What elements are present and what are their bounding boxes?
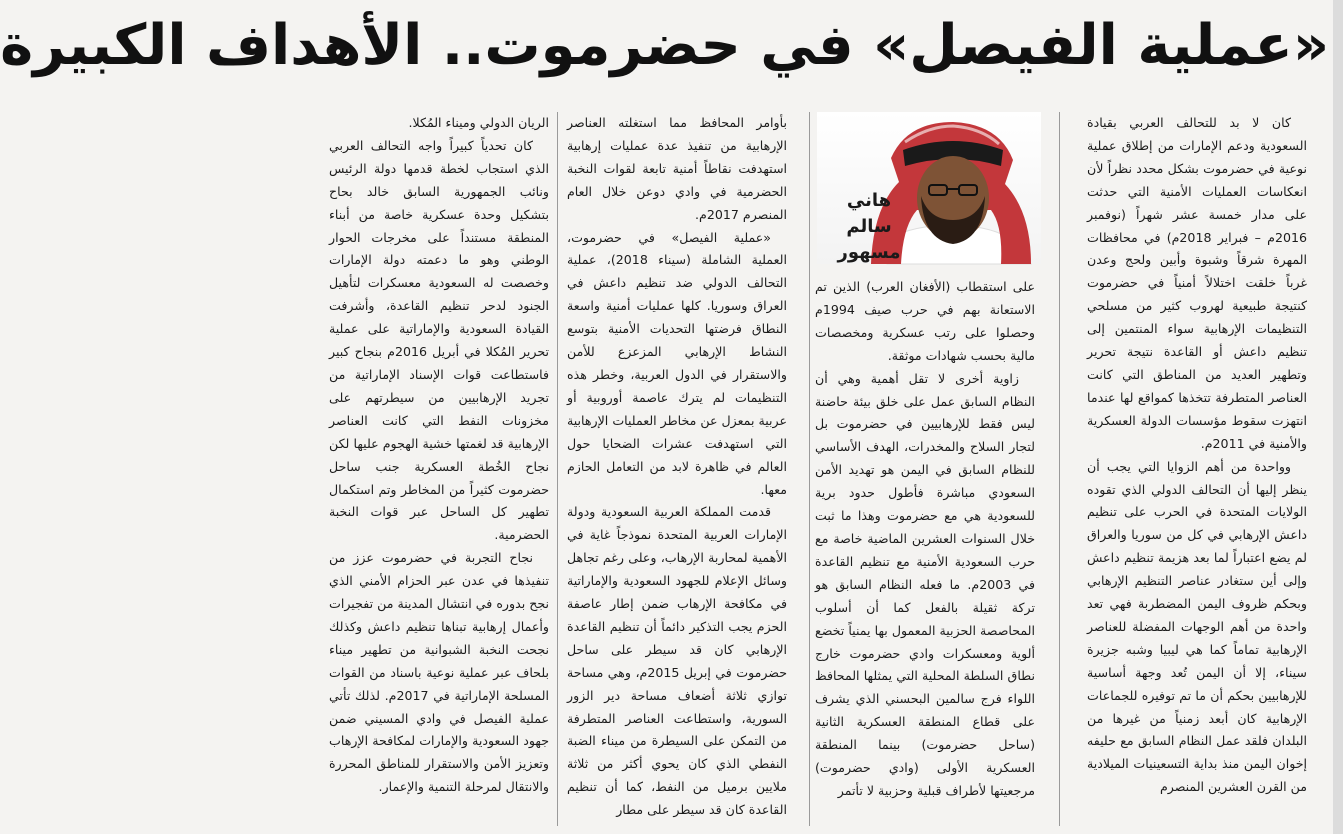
paragraph: «عملية الفيصل» في حضرموت، العملية الشاملة (سيناء 2018)، عملية التحالف الدولي ضد تنظيم داعش في العراق وسوريا. كلها عمليات أمنية واسعة النطاق فرضتها التحديات الأمنية بتوسع النشاط الإرهابي المزعزع للأمن والاستقرار في الدول العربية، وخطر هذه التنظيمات لم يترك عاصمة أوروبية أو عربية بمعزل عن مخاطر العمليات الإرهابية التي استهدفت عشرات الضحايا حول العالم في ظاهرة لابد من التعامل الحازم معها. <box>567 229 787 497</box>
author-byline <box>825 188 913 266</box>
paragraph: بأوامر المحافظ مما استغلته العناصر الإرهابية من تنفيذ عدة عمليات إرهابية استهدفت نقاطاً أمنية تابعة لقوات النخبة الحضرمية في وادي دوعن خلال العام المنصرم 2017م. <box>567 115 787 222</box>
article-column-3 <box>567 112 787 830</box>
article-column-1 <box>1087 112 1307 830</box>
author-portrait <box>817 112 1041 264</box>
paragraph: على استقطاب (الأفغان العرب) الذين تم الاستعانة بهم في حرب صيف 1994م وحصلوا على رتب عسكرية ومخصصات مالية بحسب شهادات موثقة. <box>815 279 1035 363</box>
column-divider <box>809 112 810 826</box>
paragraph: زاوية أخرى لا تقل أهمية وهي أن النظام السابق عمل على خلق بيئة حاضنة ليس فقط للإرهابيين في حضرموت بل لتجار السلاح والمخدرات، الهدف الأساسي للنظام السابق في اليمن هو تهديد الأمن السعودي مباشرة فأطول حدود برية للسعودية هي مع حضرموت وهذا ما ثبت خلال السنوات العشرين الماضية خاصة مع حرب السعودية الأمنية مع تنظيم القاعدة في 2003م. ما فعله النظام السابق هو تركة ثقيلة بالفعل كما أن أسلوب المحاصصة الحزبية المعمول بها يمنياً تخضع ألوية ومعسكرات وادي حضرموت خارج نطاق السلطة المحلية التي يمثلها المحافظ اللواء فرج سالمين البحسني الذي يشرف على قطاع المنطقة العسكرية الثانية (ساحل حضرموت) بينما المنطقة العسكرية الأولى (وادي حضرموت) مرجعيتها لأطراف قبلية وحزبية لا تأتمر <box>815 370 1035 798</box>
page-edge <box>1333 0 1343 834</box>
column-divider <box>1059 112 1060 826</box>
paragraph: كان لا بد للتحالف العربي بقيادة السعودية ودعم الإمارات من إطلاق عملية نوعية في حضرموت بشكل محدد نظراً لأن انعكاسات العمليات الأمنية التي حدثت على مدار خمسة عشر شهراً (نوفمبر 2016م – فبراير 2018م) في محافظات المهرة شرقاً وشبوة وأبين ولحج وعدن غرباً خلقت اختلالاً أمنياً في حضرموت كنتيجة طبيعية لهروب كثير من مسلحي التنظيمات الإرهابية سواء المنتمين إلى تنظيم داعش أو القاعدة نتيجة تحرير وتطهير العديد من المناطق التي كانت العناصر المتطرفة تتخذها كمواقع لها عندما انتهزت سقوط مؤسسات الدولة العسكرية والأمنية في 2011م. <box>1087 115 1308 451</box>
author-first-name: هاني سالم <box>846 190 892 237</box>
author-last-name: مسهور <box>837 242 901 263</box>
paragraph: نجاح التجربة في حضرموت عزز من تنفيذها في عدن عبر الحزام الأمني الذي نجح بدوره في انتشال المدينة من تفجيرات وأعمال إرهابية تبناها تنظيم داعش وكذلك نجحت النخبة الشبوانية من تطهير ميناء بلحاف عبر عملية نوعية باسناد من القوات المسلحة الإماراتية في 2017م. لذلك تأتي عملية الفيصل في وادي المسيني ضمن جهود السعودية والإمارات لمكافحة الإرهاب وتعزيز الأمن والاستقرار للمناطق المحررة والانتقال لمرحلة التنمية والإعمار. <box>329 550 549 795</box>
headline: «عملية الفيصل» في حضرموت.. الأهداف الكبيرة <box>0 13 1329 78</box>
article-column-4 <box>329 112 549 830</box>
paragraph: وواحدة من أهم الزوايا التي يجب أن ينظر إليها أن التحالف الدولي الذي تقوده الولايات المتحدة في الحرب على تنظيم داعش الإرهابي في كل من سوريا والعراق لم يضع اعتباراً لما بعد هزيمة تنظيم داعش وإلى أين ستغادر عناصر التنظيم الإرهابي وبحكم ظروف اليمن المضطربة فهي تعد واحدة من أهم الوجهات المفضلة للعناصر الإرهابية تماماً كما هي ليبيا وشبه جزيرة سيناء، إلا أن اليمن تُعد وجهة أساسية للإرهابيين بحكم أن ما تم توفيره للجماعات الإرهابية كان أبعد زمنياً من غيرها من البلدان فلقد عمل النظام السابق مع حليفه إخوان اليمن منذ بداية التسعينيات الميلادية من القرن العشرين المنصرم <box>1087 458 1307 795</box>
paragraph: قدمت المملكة العربية السعودية ودولة الإمارات العربية المتحدة نموذجاً غاية في الأهمية لمحاربة الإرهاب، وعلى رغم تجاهل وسائل الإعلام للجهود السعودية والإماراتية في مكافحة الإرهاب ضمن إطار عاصفة الحزم يجب التذكير دائماً أن تنظيم القاعدة الإرهابي كان قد سيطر على ساحل حضرموت في إبريل 2015م، وهي مساحة توازي ثلاثة أضعاف مساحة دير الزور السورية، واستطاعت العناصر المتطرفة من التمكن على السيطرة من ميناء الضبة النفطي الذي كان يحوي أكثر من ثلاثة ملايين برميل من النفط، كما أن تنظيم القاعدة كان قد سيطر على مطار <box>567 504 787 818</box>
column-divider <box>557 112 558 826</box>
paragraph: كان تحدياً كبيراً واجه التحالف العربي الذي استجاب لخطة قدمها دولة الرئيس ونائب الجمهورية السابق خالد بحاح بتشكيل وحدة عسكرية خاصة من أبناء المنطقة مستنداً على مخرجات الحوار الوطني وهو ما دعمته دولة الإمارات وخصصت له السعودية معسكرات لتأهيل الجنود لدحر تنظيم القاعدة، وأشرفت القيادة السعودية والإماراتية على عملية تحرير المُكلا في أبريل 2016م بنجاح كبير فاستطاعت قوات الإسناد الإماراتية من تجريد الإرهابيين من سيطرتهم على مخزونات النفط التي كانت العناصر الإرهابية قد لغمتها خشية الهجوم عليها لكن نجاح الخُطة العسكرية جنب ساحل حضرموت كثيراً من المخاطر وتم استكمال تطهير كل الساحل عبر قوات النخبة الحضرمية. <box>329 137 550 543</box>
article-column-2 <box>815 276 1035 830</box>
paragraph: الريان الدولي وميناء المُكلا. <box>408 115 549 130</box>
